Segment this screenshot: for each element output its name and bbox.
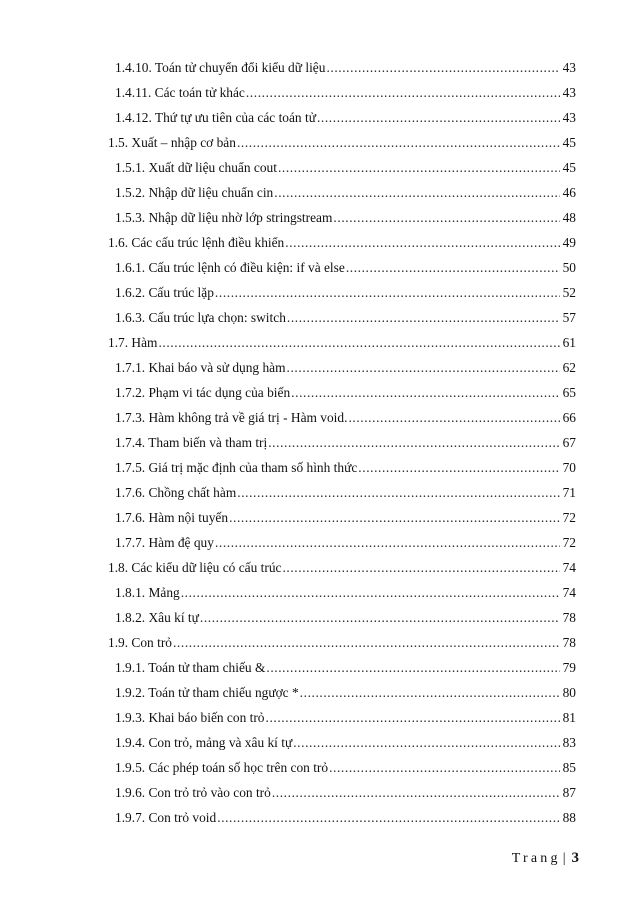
toc-entry[interactable] [108,135,576,151]
toc-entry[interactable] [108,235,576,251]
toc-entry-page: 67 [562,435,576,450]
toc-entry[interactable] [115,260,576,276]
toc-entry-page: 61 [562,335,576,350]
toc-entry-label: 1.5. Xuất – nhập cơ bản [108,135,236,150]
toc-entry-label: 1.7.4. Tham biến và tham trị [115,435,268,450]
toc-entry-label: 1.4.12. Thứ tự ưu tiên của các toán tử [115,110,316,125]
toc-dot-leader [278,160,560,176]
toc-entry[interactable] [115,410,576,426]
toc-entry-label: 1.9. Con trỏ [108,635,172,650]
toc-dot-leader [266,660,560,676]
toc-entry-label: 1.7.5. Giá trị mặc định của tham số hình thức [115,460,358,475]
toc-entry[interactable] [115,60,576,76]
toc-dot-leader [268,435,560,451]
toc-entry-label: 1.6.2. Cấu trúc lặp [115,285,214,300]
toc-entry-label: 1.6.3. Cấu trúc lựa chọn: switch [115,310,286,325]
toc-entry[interactable] [115,810,576,826]
toc-entry-label: 1.5.1. Xuất dữ liệu chuẩn cout [115,160,277,175]
toc-entry[interactable] [115,660,576,676]
toc-dot-leader [200,610,560,626]
toc-entry-label: 1.5.2. Nhập dữ liệu chuẩn cin [115,185,274,200]
toc-dot-leader [181,585,560,601]
toc-entry-label: 1.9.1. Toán tử tham chiếu & [115,660,266,675]
toc-entry-page: 74 [562,585,576,600]
toc-entry-label: 1.7.2. Phạm vi tác dụng của biến [115,385,291,400]
footer-separator: | [562,851,566,866]
toc-dot-leader [158,335,560,351]
toc-entry[interactable] [115,685,576,701]
toc-entry-page: 80 [562,685,576,700]
toc-entry[interactable] [108,560,576,576]
toc-entry-label: 1.9.2. Toán tử tham chiếu ngược * [115,685,299,700]
toc-entry-page: 78 [562,635,576,650]
toc-entry-page: 48 [562,210,576,225]
toc-entry-page: 45 [562,160,576,175]
toc-entry[interactable] [115,160,576,176]
toc-entry-page: 72 [562,510,576,525]
toc-entry-page: 43 [562,110,576,125]
toc-entry-label: 1.7.6. Hàm nội tuyến [115,510,229,525]
toc-entry[interactable] [115,710,576,726]
toc-entry-page: 45 [562,135,576,150]
toc-entry-page: 72 [562,535,576,550]
toc-dot-leader [326,60,560,76]
toc-entry-page: 65 [562,385,576,400]
toc-entry[interactable] [115,735,576,751]
toc-dot-leader [346,260,560,276]
footer-page-number: 3 [571,850,579,866]
toc-dot-leader [317,110,560,126]
toc-entry-label: 1.9.3. Khai báo biến con trỏ [115,710,265,725]
toc-entry-page: 46 [562,185,576,200]
toc-dot-leader [237,485,560,501]
toc-entry-label: 1.9.5. Các phép toán số học trên con trỏ [115,760,329,775]
toc-dot-leader [215,285,560,301]
toc-dot-leader [246,85,560,101]
toc-entry-label: 1.4.11. Các toán tử khác [115,85,245,100]
toc-entry-label: 1.7.6. Chồng chất hàm [115,485,237,500]
toc-entry[interactable] [115,210,576,226]
toc-dot-leader [348,410,560,426]
toc-entry[interactable] [115,385,576,401]
toc-entry-page: 83 [562,735,576,750]
toc-dot-leader [287,360,560,376]
toc-entry[interactable] [115,110,576,126]
toc-entry[interactable] [115,485,576,501]
toc-entry-label: 1.7. Hàm [108,335,158,350]
toc-dot-leader [173,635,560,651]
toc-entry[interactable] [115,510,576,526]
toc-dot-leader [329,760,560,776]
toc-dot-leader [282,560,560,576]
toc-entry-page: 70 [562,460,576,475]
toc-dot-leader [300,685,560,701]
toc-entry[interactable] [108,635,576,651]
page-footer [512,850,579,867]
toc-entry[interactable] [108,335,576,351]
toc-entry-label: 1.8.2. Xâu kí tự [115,610,199,625]
toc-entry-label: 1.8. Các kiểu dữ liệu có cấu trúc [108,560,282,575]
toc-entry-page: 62 [562,360,576,375]
toc-entry-page: 74 [562,560,576,575]
toc-dot-leader [287,310,560,326]
toc-entry-label: 1.9.7. Con trỏ void [115,810,217,825]
toc-entry[interactable] [115,585,576,601]
toc-entry-page: 81 [562,710,576,725]
toc-entry-page: 88 [562,810,576,825]
toc-entry[interactable] [115,310,576,326]
toc-entry-page: 52 [562,285,576,300]
toc-entry-page: 50 [562,260,576,275]
toc-entry-label: 1.7.3. Hàm không trả về giá trị - Hàm void. [115,410,348,425]
toc-entry[interactable] [115,760,576,776]
toc-entry-page: 57 [562,310,576,325]
toc-entry[interactable] [115,610,576,626]
toc-dot-leader [215,535,560,551]
toc-entry-label: 1.6. Các cấu trúc lệnh điều khiển [108,235,285,250]
toc-dot-leader [217,810,560,826]
footer-page-label: Trang [511,851,561,866]
toc-entry-label: 1.6.1. Cấu trúc lệnh có điều kiện: if và else [115,260,345,275]
toc-entry[interactable] [115,285,576,301]
toc-entry[interactable] [115,185,576,201]
toc-entry[interactable] [115,435,576,451]
toc-entry[interactable] [115,460,576,476]
toc-dot-leader [272,785,560,801]
toc-entry-label: 1.9.4. Con trỏ, mảng và xâu kí tự [115,735,293,750]
toc-dot-leader [333,210,560,226]
toc-dot-leader [285,235,560,251]
toc-entry-page: 43 [562,60,576,75]
toc-dot-leader [274,185,560,201]
toc-entry-page: 43 [562,85,576,100]
toc-entry[interactable] [115,85,576,101]
toc-dot-leader [358,460,560,476]
toc-entry-page: 87 [562,785,576,800]
toc-entry-page: 78 [562,610,576,625]
toc-entry-label: 1.7.1. Khai báo và sử dụng hàm [115,360,286,375]
toc-dot-leader [237,135,560,151]
toc-dot-leader [291,385,560,401]
toc-entry-label: 1.5.3. Nhập dữ liệu nhờ lớp stringstream [115,210,333,225]
toc-entry-page: 49 [562,235,576,250]
toc-entry[interactable] [115,785,576,801]
toc-dot-leader [293,735,560,751]
toc-dot-leader [229,510,560,526]
toc-entry-page: 85 [562,760,576,775]
toc-entry-page: 79 [562,660,576,675]
toc-dot-leader [266,710,561,726]
toc-entry-label: 1.8.1. Mảng [115,585,180,600]
toc-entry-label: 1.9.6. Con trỏ trỏ vào con trỏ [115,785,271,800]
toc-entry-page: 71 [562,485,576,500]
toc-entry[interactable] [115,535,576,551]
toc-entry-page: 66 [562,410,576,425]
toc-entry-label: 1.4.10. Toán tử chuyển đổi kiểu dữ liệu [115,60,326,75]
toc-entry[interactable] [115,360,576,376]
toc-entry-label: 1.7.7. Hàm đệ quy [115,535,214,550]
